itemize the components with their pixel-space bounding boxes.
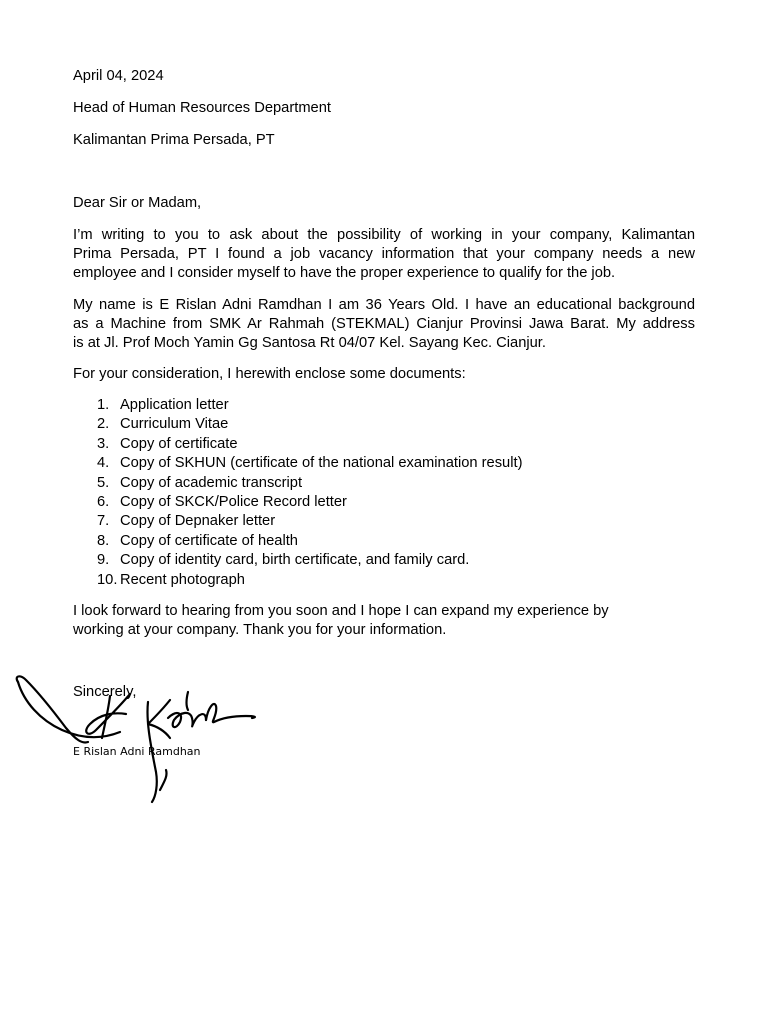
list-text: Copy of academic transcript [120, 474, 303, 491]
handwritten-signature [10, 672, 260, 807]
list-number: 4. [97, 455, 110, 472]
list-number: 2. [97, 416, 110, 433]
list-number: 3. [97, 435, 110, 452]
recipient-title: Head of Human Resources Department [73, 100, 331, 116]
list-number: 6. [97, 493, 110, 510]
paragraph-line: I’m writing to you to ask about the possibility of working in your company, Kalimantan [73, 227, 695, 243]
paragraph-line: I look forward to hearing from you soon and I hope I can expand my experience by [73, 603, 609, 619]
list-text: Recent photograph [120, 571, 245, 588]
paragraph-intro [73, 226, 695, 283]
list-text: Copy of identity card, birth certificate, and family card. [120, 552, 470, 569]
closing: Sincerely, [73, 684, 137, 700]
list-text: Copy of SKCK/Police Record letter [120, 493, 347, 510]
paragraph-line: My name is E Rislan Adni Ramdhan I am 36 Years Old. I have an educational background [73, 297, 695, 313]
recipient-company: Kalimantan Prima Persada, PT [73, 132, 275, 148]
list-text: Copy of certificate of health [120, 532, 298, 549]
list-text: Application letter [120, 397, 229, 413]
paragraph-line: as a Machine from SMK Ar Rahmah (STEKMAL) Cianjur Provinsi Jawa Barat. My address [73, 316, 695, 332]
list-text: Copy of SKHUN (certificate of the national examination result) [120, 455, 523, 472]
list-text: Copy of certificate [120, 435, 238, 452]
paragraph-line: working at your company. Thank you for your information. [73, 622, 447, 638]
letter-date: April 04, 2024 [73, 68, 164, 84]
enclosure-intro: For your consideration, I herewith enclose some documents: [73, 366, 466, 382]
list-number: 7. [97, 513, 110, 530]
list-number: 1. [97, 397, 110, 413]
list-number: 10. [97, 571, 118, 588]
paragraph-line: Prima Persada, PT I found a job vacancy information that your company needs a new [73, 246, 695, 262]
list-number: 5. [97, 474, 110, 491]
salutation: Dear Sir or Madam, [73, 195, 202, 211]
paragraph-closing [73, 602, 695, 640]
paragraph-line: is at Jl. Prof Moch Yamin Gg Santosa Rt 04/07 Kel. Sayang Kec. Cianjur. [73, 335, 546, 351]
paragraph-background [73, 296, 695, 353]
list-text: Curriculum Vitae [120, 416, 229, 433]
paragraph-line: employee and I consider myself to have the proper experience to qualify for the job. [73, 265, 616, 281]
signer-name: E Rislan Adni Ramdhan [73, 745, 201, 758]
list-text: Copy of Depnaker letter [120, 513, 276, 530]
list-number: 9. [97, 552, 110, 569]
list-number: 8. [97, 532, 110, 549]
